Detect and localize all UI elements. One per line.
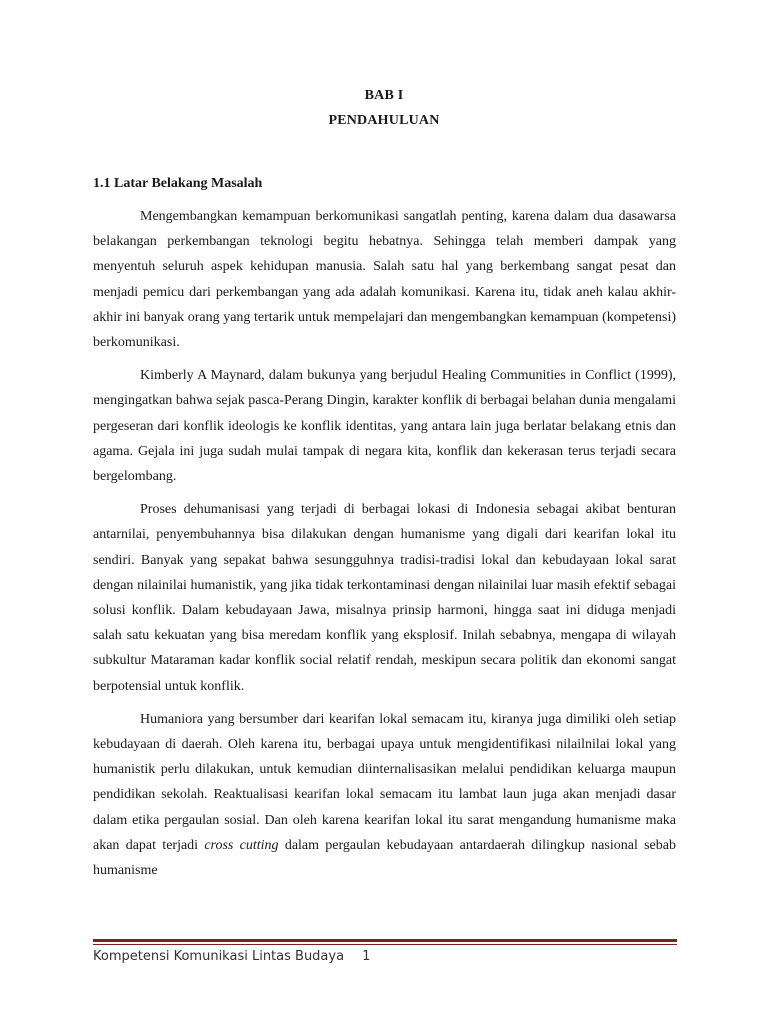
paragraph-4-text-b: dalam pergaulan kebudayaan antardaerah dilingkup nasional sebab humanisme <box>93 837 676 879</box>
section-title: 1.1 Latar Belakang Masalah <box>93 176 263 191</box>
paragraph-4 <box>93 707 676 883</box>
footer-rule <box>93 939 677 947</box>
paragraph-3: Proses dehumanisasi yang terjadi di berbagai lokasi di Indonesia sebagai akibat benturan antarnilai, penyembuhannya bisa dilakukan dengan humanisme yang digali dari kearifan lokal itu sendiri. Banyak yang sepakat bahwa sesungguhnya tradisi-tradisi lokal dan kebudayaan lokal sarat dengan nilainilai humanistik, yang jika tidak terkontaminasi dengan nilainilai luar masih efektif sebagai solusi konflik. Dalam kebudayaan Jawa, misalnya prinsip harmoni, hingga saat ini diduga menjadi salah satu kekuatan yang bisa meredam konflik yang eksplosif. Inilah sebabnya, mengapa di wilayah subkultur Mataraman kadar konflik social relatif rendah, meskipun secara politik dan ekonomi sangat berpotensial untuk konflik. <box>93 502 676 694</box>
footer-rule-thick <box>93 939 677 942</box>
chapter-number: BAB I <box>364 88 404 103</box>
paragraph-4-text-a: Humaniora yang bersumber dari kearifan lokal semacam itu, kiranya juga dimiliki oleh setiap kebudayaan di daerah. Oleh karena itu, berbagai upaya untuk mengidentifikasi nilailnilai lokal yang humanistik perlu dilakukan, untuk kemudian diinternalisasikan melalui pendidikan keluarga maupun pendidikan sekolah. Reaktualisasi kearifan lokal semacam itu lambat laun juga akan menjadi dasar dalam etika pergaulan sosial. Dan oleh karena kearifan lokal itu sarat mengandung humanisme maka akan dapat terjadi <box>93 711 676 853</box>
footer-title: Kompetensi Komunikasi Lintas Budaya <box>93 949 345 964</box>
paragraph-2: Kimberly A Maynard, dalam bukunya yang berjudul Healing Communities in Conflict (1999), mengingatkan bahwa sejak pasca-Perang Dingin, karakter konflik di berbagai belahan dunia mengalami pergeseran dari konflik ideologis ke konflik identitas, yang antara lain juga berlatar belakang etnis dan agama. Gejala ini juga sudah mulai tampak di negara kita, konflik dan kekerasan terus terjadi secara bergelombang. <box>93 368 676 485</box>
footer-rule-thin <box>93 944 677 945</box>
chapter-title: PENDAHULUAN <box>328 113 440 128</box>
paragraph-4-italic: cross cutting <box>204 837 279 853</box>
page-number: 1 <box>362 949 371 964</box>
footer <box>93 949 370 964</box>
paragraph-1: Mengembangkan kemampuan berkomunikasi sangatlah penting, karena dalam dua dasawarsa belakangan perkembangan teknologi begitu hebatnya. Sehingga telah memberi dampak yang menyentuh seluruh aspek kehidupan manusia. Salah satu hal yang berkembang sangat pesat dan menjadi pemicu dari perkembangan yang ada adalah komunikasi. Karena itu, tidak aneh kalau akhir-akhir ini banyak orang yang tertarik untuk mempelajari dan mengembangkan kemampuan (kompetensi) berkomunikasi. <box>93 209 676 351</box>
body-text <box>93 204 676 891</box>
